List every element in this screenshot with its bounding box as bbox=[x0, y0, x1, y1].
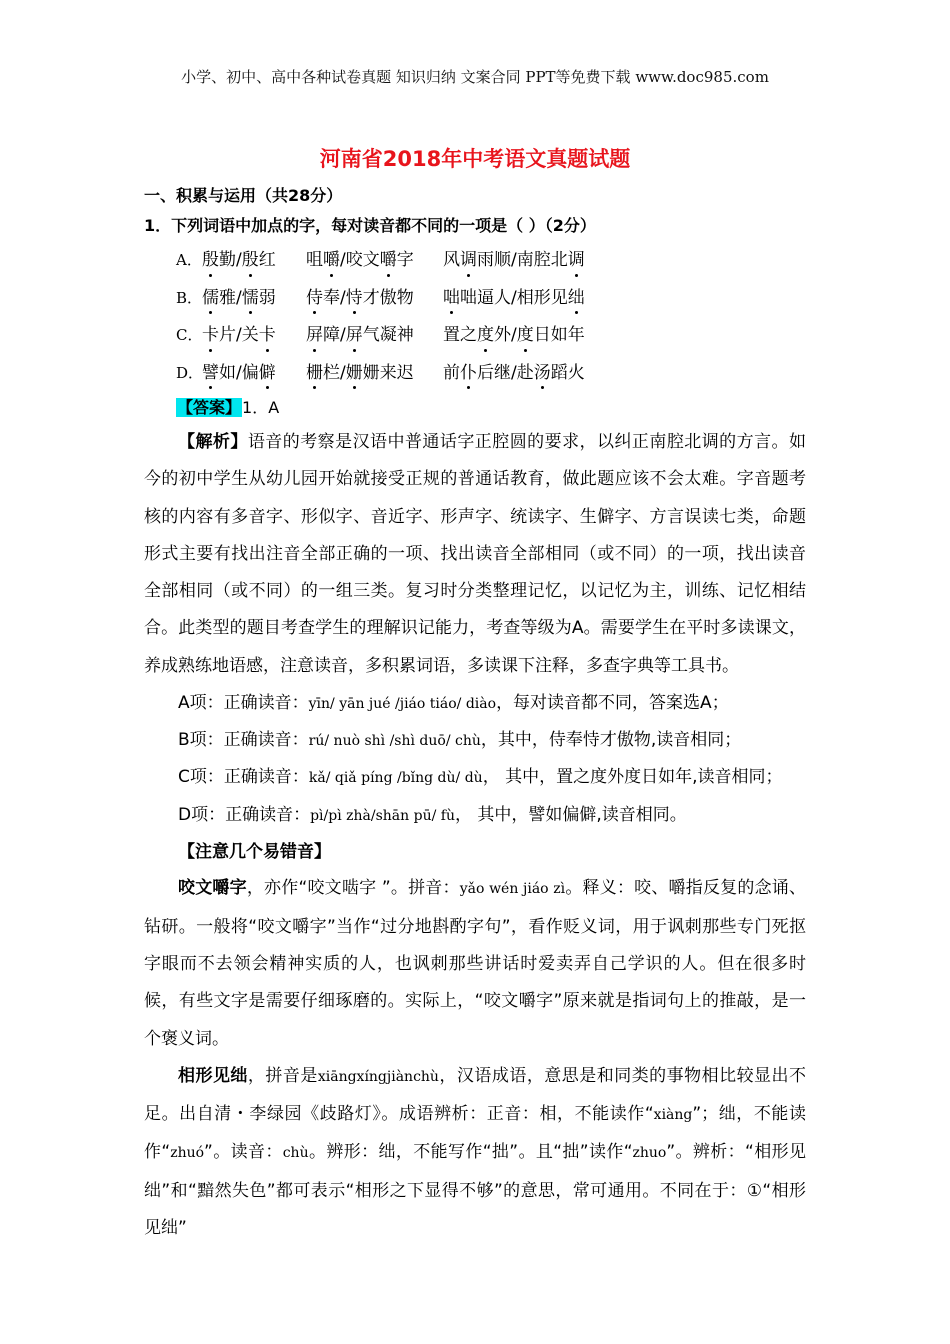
option-char: 雨 bbox=[477, 250, 494, 270]
analysis-paragraph bbox=[144, 424, 806, 685]
option-char: 嚼 bbox=[380, 242, 397, 280]
option-letter: A． bbox=[176, 251, 202, 269]
option-char: 后 bbox=[477, 362, 494, 383]
option-char: 度 bbox=[477, 317, 494, 355]
pronunciation-item-b: B项：正确读音：rú/ nuò shì /shì duō/ chù，其中，侍奉恃才傲物,读音相同； bbox=[178, 730, 742, 751]
option-char: 僻 bbox=[259, 355, 276, 393]
option-letter: D． bbox=[176, 363, 204, 382]
note-heading: 【注意几个易错音】 bbox=[178, 842, 331, 863]
option-word-2 bbox=[306, 280, 443, 318]
option-char: 度 bbox=[517, 317, 534, 355]
option-word-3 bbox=[443, 355, 585, 393]
note-paragraph-2: 相形见绌，拼音是xiāngxíngjiànchù，汉语成语，意思是和同类的事物相比较显出不足。出自清・李绿园《歧路灯》。成语辨析：正音：相，不能读作“xiàng”；绌，不能读作“zhuó”。读音：chù。辨形：绌，不能写作“拙”。且“拙”读作“zhuo”。辨析：“相形见绌”和“黯然失色”都可表示“相形之下显得不够”的意思，常可通用。不同在于：①“相形见绌” bbox=[144, 1065, 807, 1239]
option-char: 日 bbox=[533, 325, 551, 345]
option-word-2 bbox=[306, 317, 443, 355]
option-char: 腔 bbox=[533, 250, 551, 270]
section-heading: 一、积累与运用（共28分） bbox=[144, 186, 343, 205]
option-char: / bbox=[511, 362, 517, 383]
option-char: 蹈 bbox=[550, 362, 568, 383]
option-char: 咄 bbox=[460, 287, 477, 308]
pronunciation-item-c: C项：正确读音：kǎ/ qiǎ píng /bǐng dù/ dù， 其中，置之度外度日如年,读音相同； bbox=[178, 767, 783, 788]
option-char: 片 bbox=[219, 325, 236, 345]
option-char: 年 bbox=[567, 325, 585, 345]
option-char: 屏 bbox=[346, 317, 363, 355]
analysis-text: 语音的考察是汉语中普通话字正腔圆的要求，以纠正南腔北调的方言。如今的初中学生从幼儿园开始就接受正规的普通话教育，做此题应该不会太难。字音题考核的内容有多音字、形似字、音近字、形声字、统读字、生僻字、方言误读七类，命题形式主要有找出注音全部正确的一项、找出读音全部相同（或不同）的一项，找出读音全部相同（或不同）的一组三类。复习时分类整理记忆，以记忆为主，训练、记忆相结合。此类型的题目考查学生的理解识记能力，考查等级为A。需要学生在平时多读课文，养成熟练地语感，注意读音，多积累词语，多读课下注释，多查字典等工具书。 bbox=[144, 432, 807, 676]
option-char: 神 bbox=[396, 325, 414, 345]
option-char: 字 bbox=[396, 250, 414, 270]
option-char: 殷 bbox=[202, 242, 219, 280]
option-char: 才 bbox=[362, 287, 380, 308]
option-char: 火 bbox=[567, 362, 585, 383]
question-1: 1．下列词语中加点的字，每对读音都不同的一项是（ ）（2分） bbox=[144, 216, 596, 235]
option-char: 之 bbox=[460, 325, 477, 345]
option-word-1 bbox=[202, 355, 306, 393]
option-char: / bbox=[511, 287, 517, 308]
option-char: 偏 bbox=[241, 362, 259, 383]
option-char: 调 bbox=[460, 242, 477, 280]
option-char: 勤 bbox=[219, 250, 236, 270]
option-char: 逼 bbox=[477, 287, 494, 308]
option-letter: B． bbox=[176, 288, 203, 307]
option-char: 汤 bbox=[534, 355, 551, 393]
option-char: 气 bbox=[362, 325, 380, 345]
option-char: 红 bbox=[258, 250, 276, 270]
option-letter: C． bbox=[176, 326, 203, 344]
option-char: 卡 bbox=[202, 317, 219, 355]
option-char: 雅 bbox=[219, 287, 236, 308]
option-row bbox=[176, 242, 806, 280]
option-char: 南 bbox=[516, 250, 534, 270]
option-char: 侍 bbox=[306, 280, 323, 318]
option-word-2 bbox=[306, 355, 443, 393]
option-char: 相 bbox=[516, 287, 534, 308]
option-char: 调 bbox=[568, 242, 585, 280]
pronunciation-item-a: A项：正确读音：yīn/ yān jué /jiáo tiáo/ diào，每对读音都不同，答案选A； bbox=[178, 693, 729, 714]
option-char: 绌 bbox=[568, 280, 585, 318]
option-char: 物 bbox=[396, 287, 414, 308]
option-row bbox=[176, 317, 806, 355]
option-char: 卡 bbox=[259, 317, 276, 355]
option-char: / bbox=[236, 287, 242, 308]
option-char: 懦 bbox=[242, 280, 259, 318]
option-char: 文 bbox=[362, 250, 380, 270]
document-body bbox=[144, 182, 806, 1247]
option-char: / bbox=[340, 362, 346, 383]
option-char: 譬 bbox=[202, 355, 219, 393]
options-list bbox=[176, 242, 806, 392]
option-char: 咬 bbox=[345, 250, 363, 270]
option-char: 人 bbox=[494, 287, 511, 308]
option-char: 如 bbox=[219, 362, 236, 383]
option-char: 来 bbox=[379, 362, 397, 383]
answer-line bbox=[176, 392, 806, 424]
option-char: 儒 bbox=[202, 280, 219, 318]
option-char: 继 bbox=[494, 362, 511, 383]
answer-text: 1．A bbox=[242, 398, 280, 417]
option-char: / bbox=[511, 250, 517, 270]
option-char: / bbox=[511, 325, 517, 345]
option-char: 恃 bbox=[346, 280, 363, 318]
option-char: 奉 bbox=[323, 287, 340, 308]
option-char: / bbox=[340, 325, 346, 345]
option-char: 栏 bbox=[323, 362, 340, 383]
option-char: / bbox=[236, 325, 242, 345]
option-char: 咄 bbox=[443, 280, 460, 318]
pronunciation-item-d: D项：正确读音：pì/pì zhà/shān pū/ fù， 其中，譬如偏僻,读音相同。 bbox=[178, 805, 687, 826]
option-word-2 bbox=[306, 242, 443, 280]
option-char: 殷 bbox=[242, 242, 259, 280]
option-char: 屏 bbox=[306, 317, 323, 355]
option-char: 见 bbox=[550, 287, 568, 308]
answer-tag: 【答案】 bbox=[177, 398, 242, 417]
option-char: 嚼 bbox=[323, 242, 340, 280]
option-char: 仆 bbox=[460, 355, 477, 393]
option-word-3 bbox=[443, 280, 585, 318]
option-char: 形 bbox=[533, 287, 551, 308]
option-word-1 bbox=[202, 242, 306, 280]
option-word-3 bbox=[443, 242, 585, 280]
option-char: 置 bbox=[443, 325, 460, 345]
page-title: 河南省2018年中考语文真题试题 bbox=[319, 147, 631, 171]
option-char: / bbox=[236, 362, 242, 383]
option-word-3 bbox=[443, 317, 585, 355]
option-char: 关 bbox=[241, 325, 259, 345]
option-char: 栅 bbox=[306, 355, 323, 393]
page-header: 小学、初中、高中各种试卷真题 知识归纳 文案合同 PPT等免费下载 www.doc985.com bbox=[181, 68, 769, 86]
option-char: 顺 bbox=[494, 250, 511, 270]
option-char: / bbox=[340, 287, 346, 308]
option-char: 傲 bbox=[379, 287, 397, 308]
option-char: 外 bbox=[494, 325, 511, 345]
option-char: 弱 bbox=[258, 287, 276, 308]
analysis-tag: 【解析】 bbox=[178, 432, 248, 452]
option-char: 赴 bbox=[516, 362, 534, 383]
option-char: 凝 bbox=[379, 325, 397, 345]
option-word-1 bbox=[202, 317, 306, 355]
option-char: 迟 bbox=[396, 362, 414, 383]
option-char: 姗 bbox=[346, 355, 363, 393]
option-char: 北 bbox=[550, 250, 568, 270]
option-row bbox=[176, 280, 806, 318]
option-char: / bbox=[236, 250, 242, 270]
option-char: 咀 bbox=[306, 250, 323, 270]
option-char: 姗 bbox=[362, 362, 380, 383]
option-char: 障 bbox=[323, 325, 340, 345]
option-char: 前 bbox=[443, 362, 460, 383]
option-word-1 bbox=[202, 280, 306, 318]
option-char: 风 bbox=[443, 250, 460, 270]
option-char: / bbox=[340, 250, 346, 270]
option-char: 如 bbox=[550, 325, 568, 345]
option-row bbox=[176, 355, 806, 393]
note-paragraph-1: 咬文嚼字，亦作“咬文啮字 ”。拼音：yǎo wén jiáo zì。释义：咬、嚼指反复的念诵、钻研。一般将“咬文嚼字”当作“过分地斟酌字句”，看作贬义词，用于讽刺那些专门死抠字眼而不去领会精神实质的人，也讽刺那些讲话时爱卖弄自己学识的人。但在很多时候，有些文字是需要仔细琢磨的。实际上，“咬文嚼字”原来就是指词句上的推敲，是一个褒义词。 bbox=[144, 878, 806, 1049]
